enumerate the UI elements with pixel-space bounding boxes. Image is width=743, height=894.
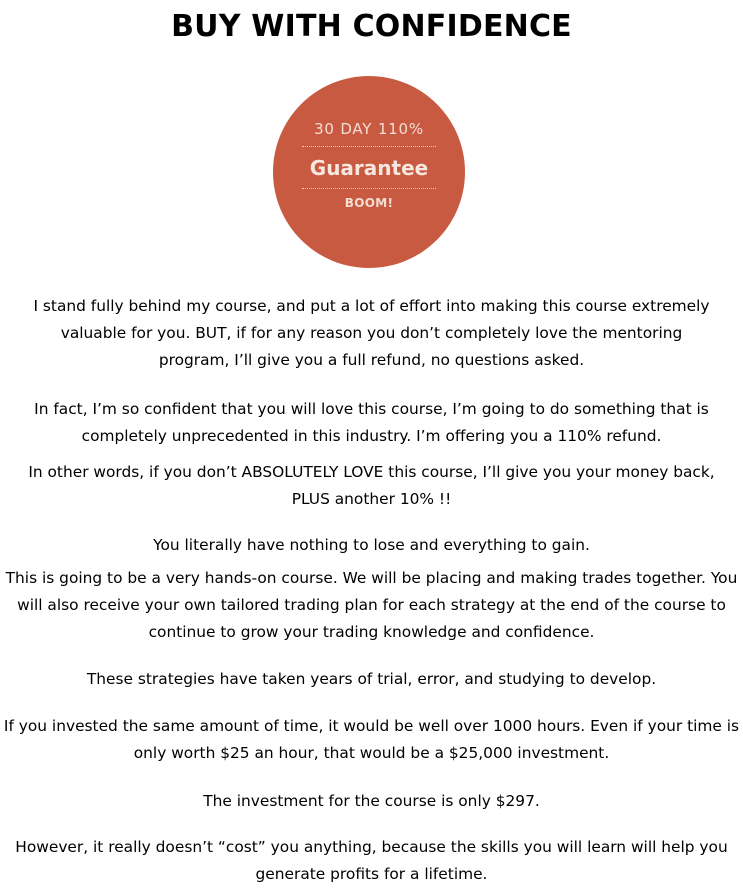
paragraph-hands-on: This is going to be a very hands-on course. We will be placing and making trades together. You will also receive your own tailored trading plan for each strategy at the end of the course to continue to grow your trading knowledge and confidence.: [5, 569, 738, 641]
paragraph-lifetime-profits: However, it really doesn’t “cost” you anything, because the skills you will learn will help you generate profits for a lifetime.: [15, 838, 728, 883]
paragraph-refund-promise: I stand fully behind my course, and put a lot of effort into making this course extremely valuable for you. BUT, if for any reason you don’t completely love the mentoring program, I’ll give you a full refund, no questions asked.: [33, 297, 710, 369]
badge-divider-top: [302, 146, 436, 147]
paragraph-other-words: In other words, if you don’t ABSOLUTELY LOVE this course, I’ll give you your money back, PLUS another 10% !!: [28, 463, 715, 508]
badge-boom-text: BOOM!: [344, 196, 394, 210]
paragraph-nothing-to-lose: You literally have nothing to lose and everything to gain.: [153, 536, 590, 554]
badge-guarantee-text: Guarantee: [309, 156, 429, 180]
badge-divider-bottom: [302, 188, 436, 189]
page-title: BUY WITH CONFIDENCE: [171, 9, 572, 44]
badge-duration-text: 30 DAY 110%: [314, 120, 424, 138]
paragraph-price: The investment for the course is only $297.: [203, 792, 540, 810]
guarantee-badge: [273, 76, 465, 268]
paragraph-110-refund: In fact, I’m so confident that you will love this course, I’m going to do something that is completely unprecedented in this industry. I’m offering you a 110% refund.: [34, 400, 709, 445]
paragraph-strategies: These strategies have taken years of trial, error, and studying to develop.: [86, 670, 657, 688]
paragraph-time-value: If you invested the same amount of time, it would be well over 1000 hours. Even if your time is only worth $25 an hour, that would be a $25,000 investment.: [3, 717, 740, 762]
